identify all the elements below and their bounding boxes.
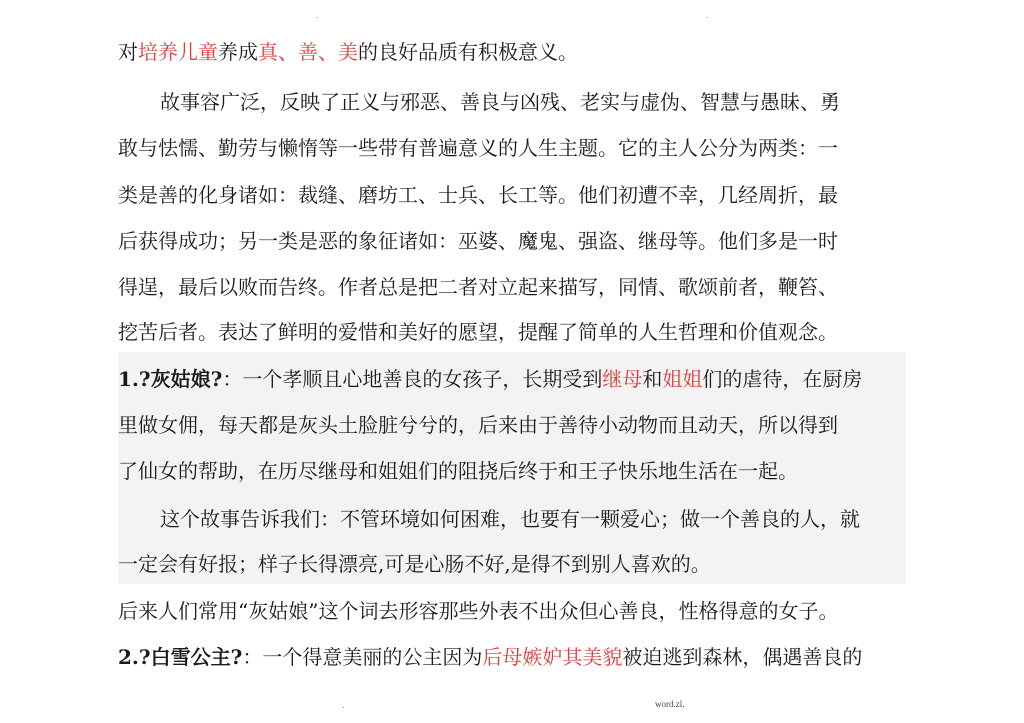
bottom-mark: . — [342, 700, 345, 710]
highlight-text: 后母嫉妒其美貌 — [482, 645, 623, 669]
page-footer: word.zl. — [655, 699, 685, 709]
text-run: 们的虐待，在厨房 — [702, 367, 863, 391]
text-run: 和 — [642, 367, 663, 391]
highlight-text: 继母 — [602, 367, 643, 391]
text-run: ：一个孝顺且心地善良的女孩子，长期受到 — [222, 367, 603, 391]
section-heading: 2.?白雪公主? — [118, 645, 243, 669]
paragraph-line: 里做女佣，每天都是灰头土脸脏兮兮的，后来由于善待小动物而且动天，所以得到 — [118, 413, 838, 437]
paragraph-line: 敢与怯懦、勤劳与懒惰等一些带有普遍意义的人生主题。它的主人公分为两类：一 — [118, 136, 838, 160]
paragraph-line: 挖苦后者。表达了鲜明的爱惜和美好的愿望，提醒了简单的人生哲理和价值观念。 — [118, 320, 838, 344]
paragraph-line: 故事容广泛，反映了正义与邪恶、善良与凶残、老实与虚伪、智慧与愚昧、勇 — [160, 90, 840, 114]
paragraph-line: 得逞，最后以败而告终。作者总是把二者对立起来描写，同情、歌颂前者，鞭笞、 — [118, 275, 838, 299]
highlight-text: 真、善、美 — [258, 40, 358, 64]
highlight-text: 培养儿童 — [138, 40, 218, 64]
text-run: 养成 — [218, 40, 258, 64]
text-run: 被迫逃到森林，偶遇善良的 — [622, 645, 863, 669]
paragraph-line: 后获得成功；另一类是恶的象征诸如：巫婆、魔鬼、强盗、继母等。他们多是一时 — [118, 229, 838, 253]
paragraph-line: 一定会有好报；样子长得漂亮,可是心肠不好,是得不到别人喜欢的。 — [118, 552, 711, 576]
top-mark-left: . — [316, 10, 319, 20]
cinderella-line — [118, 364, 913, 394]
paragraph-line — [118, 37, 913, 67]
top-mark-right: . — [706, 10, 709, 20]
paragraph-line: 类是善的化身诸如：裁缝、磨坊工、士兵、长工等。他们初遭不幸，几经周折，最 — [118, 183, 838, 207]
section-heading: 1.?灰姑娘? — [118, 367, 223, 391]
highlight-text: 姐姐 — [662, 367, 703, 391]
text-run: 的良好品质有积极意义。 — [358, 40, 578, 64]
paragraph-line: 这个故事告诉我们：不管环境如何困难，也要有一颗爱心；做一个善良的人，就 — [160, 507, 860, 531]
text-run: 对 — [118, 40, 138, 64]
paragraph-line: 了仙女的帮助，在历尽继母和姐姐们的阻挠后终于和王子快乐地生活在一起。 — [118, 459, 798, 483]
text-run: ：一个得意美丽的公主因为 — [242, 645, 483, 669]
paragraph-line: 后来人们常用“灰姑娘”这个词去形容那些外表不出众但心善良，性格得意的女子。 — [118, 599, 839, 623]
snow-white-line — [118, 642, 913, 672]
